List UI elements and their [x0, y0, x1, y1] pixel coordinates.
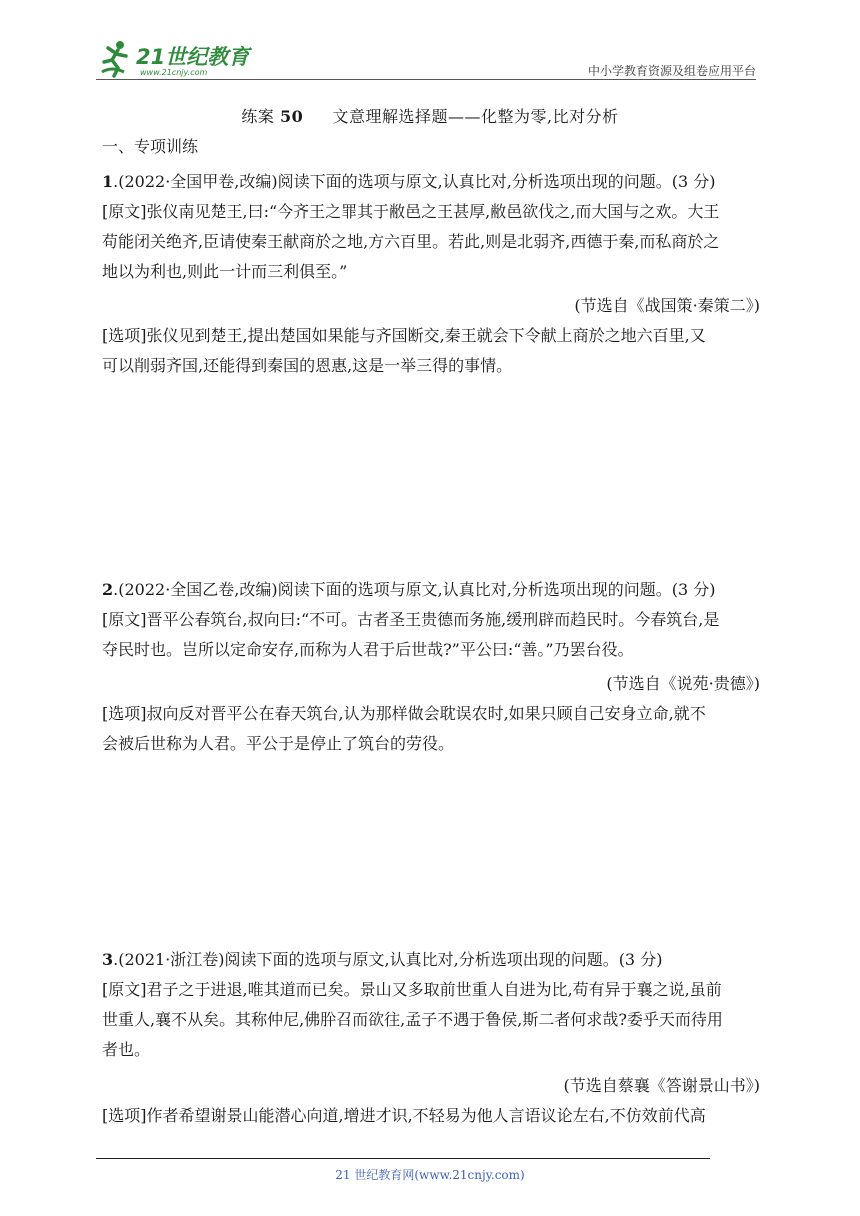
footer-text[interactable]: 21 世纪教育网(www.21cnjy.com) [335, 1168, 525, 1182]
question-3 [102, 945, 760, 1131]
footer-divider [96, 1158, 710, 1159]
title-prefix: 练案 [241, 107, 275, 126]
source-citation: (节选自《说苑·贵德》) [606, 674, 760, 693]
original-line: 苟能闭关绝齐,臣请使秦王献商於之地,方六百里。若此,则是北弱齐,西德于秦,而私商於之 [102, 232, 720, 251]
original-line: [原文]晋平公春筑台,叔向曰:“不可。古者圣王贵德而务施,缓刑辟而趋民时。今春筑台,是 [102, 610, 720, 629]
question-prompt [102, 167, 760, 197]
original-line: [原文]张仪南见楚王,曰:“今齐王之罪其于敝邑之王甚厚,敝邑欲伐之,而大国与之欢。大王 [102, 202, 720, 221]
title-number: 50 [280, 107, 304, 126]
question-1 [102, 167, 760, 381]
option-line: 可以削弱齐国,还能得到秦国的恩惠,这是一举三得的事情。 [102, 356, 513, 375]
option-line: [选项]作者希望谢景山能潜心向道,增进才识,不轻易为他人言语议论左右,不仿效前代高 [102, 1106, 706, 1125]
platform-tagline: 中小学教育资源及组卷应用平台 [587, 64, 756, 78]
question-number: 2 [102, 580, 114, 599]
original-line: [原文]君子之于进退,唯其道而已矣。景山又多取前世重人自进为比,苟有异于襄之说,虽前 [102, 980, 722, 999]
question-number: 3 [102, 950, 114, 969]
original-line: 世重人,襄不从矣。其称仲尼,佛肸召而欲往,孟子不遇于鲁侯,斯二者何求哉?委乎天而待用 [102, 1010, 723, 1029]
source-citation: (节选自《战国策·秦策二》) [574, 296, 760, 315]
header-divider [96, 79, 756, 80]
site-logo [96, 38, 256, 80]
question-number: 1 [102, 172, 114, 191]
question-prompt [102, 575, 760, 605]
logo-wordmark: 21世纪教育 [136, 45, 250, 69]
option-line: [选项]叔向反对晋平公在春天筑台,认为那样做会耽误农时,如果只顾自己安身立命,就不 [102, 704, 706, 723]
question-prompt-text: .(2022·全国甲卷,改编)阅读下面的选项与原文,认真比对,分析选项出现的问题。(3 分) [113, 172, 716, 191]
original-line: 夺民时也。岂所以定命安存,而称为人君于后世哉?”平公曰:“善。”乃罢台役。 [102, 640, 634, 659]
question-prompt-text: .(2021·浙江卷)阅读下面的选项与原文,认真比对,分析选项出现的问题。(3 分) [113, 950, 663, 969]
question-prompt-text: .(2022·全国乙卷,改编)阅读下面的选项与原文,认真比对,分析选项出现的问题。(3 分) [113, 580, 716, 599]
section-heading-text: 一、专项训练 [102, 137, 199, 156]
source-citation: (节选自蔡襄《答谢景山书》) [563, 1076, 760, 1095]
option-line: 会被后世称为人君。平公于是停止了筑台的劳役。 [102, 734, 455, 753]
question-prompt [102, 945, 760, 975]
logo-url: www.21cnjy.com [140, 68, 208, 77]
original-line: 地以为利也,则此一计而三利俱至。” [102, 262, 348, 281]
exercise-title [0, 104, 860, 127]
section-heading [102, 132, 760, 162]
runner-icon [102, 41, 126, 76]
title-text: 文意理解选择题——化整为零,比对分析 [332, 107, 619, 126]
option-line: [选项]张仪见到楚王,提出楚国如果能与齐国断交,秦王就会下令献上商於之地六百里,又 [102, 326, 706, 345]
original-line: 者也。 [102, 1040, 151, 1059]
question-2 [102, 575, 760, 759]
